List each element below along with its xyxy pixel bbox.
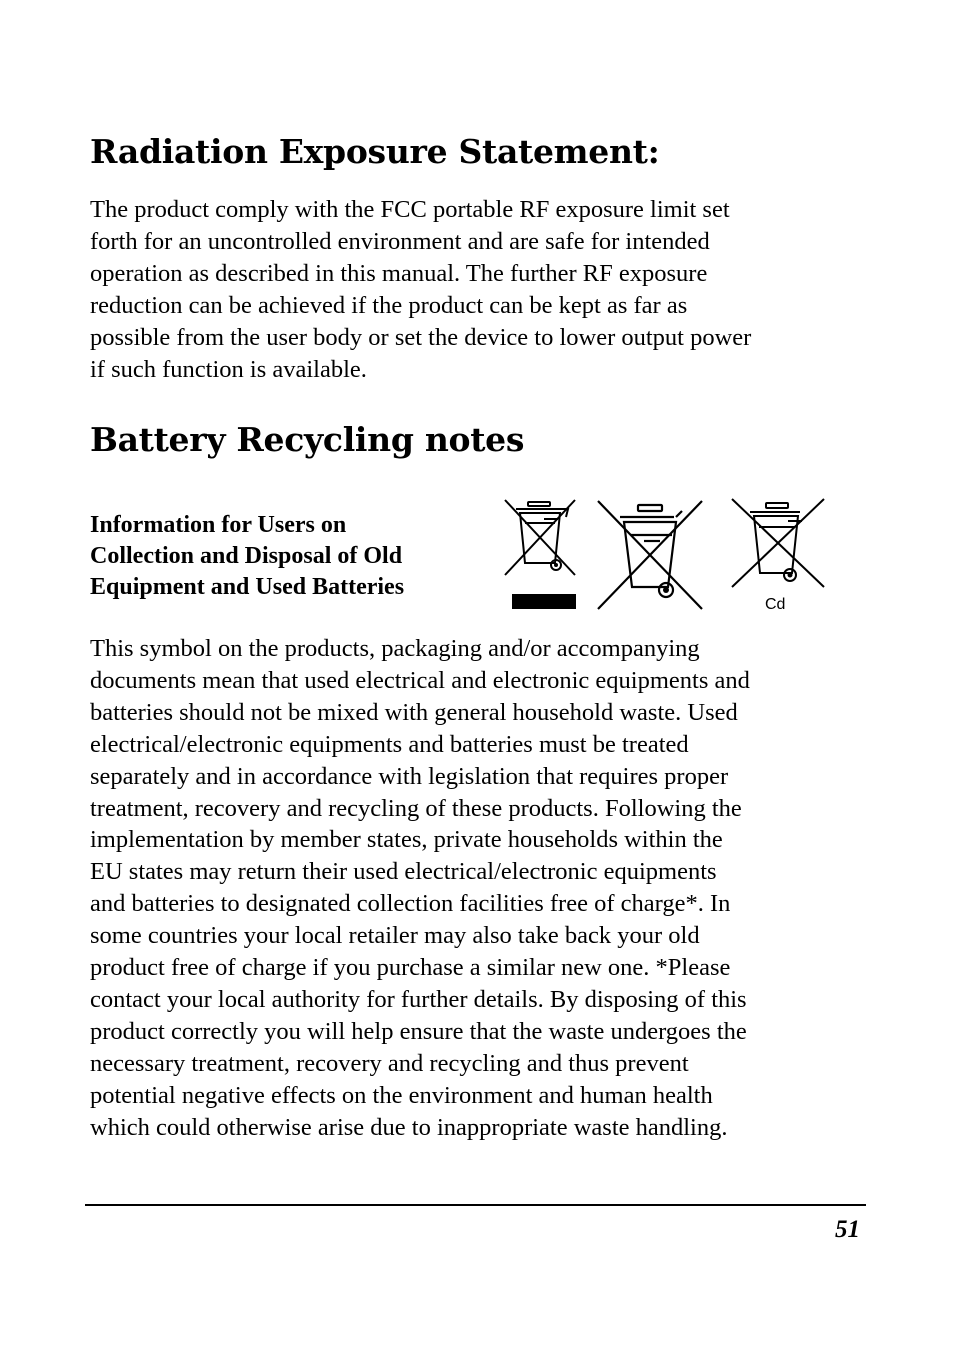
subheading-line: Information for Users on — [90, 512, 347, 538]
subheading-line: Collection and Disposal of Old — [90, 543, 403, 569]
battery-line: potential negative effects on the environment and human health — [90, 1081, 713, 1109]
battery-line: electrical/electronic equipments and batteries must be treated — [90, 730, 689, 758]
radiation-line: if such function is available. — [90, 355, 367, 383]
weee-symbols — [500, 495, 830, 613]
battery-line: product free of charge if you purchase a similar new one. *Please — [90, 954, 731, 982]
footer-divider — [85, 1204, 866, 1206]
battery-heading: Battery Recycling notes — [90, 420, 525, 459]
page-number: 51 — [835, 1216, 860, 1243]
battery-line: necessary treatment, recovery and recycling and thus prevent — [90, 1049, 689, 1077]
battery-line: implementation by member states, private households within the — [90, 826, 723, 854]
radiation-line: forth for an uncontrolled environment and are safe for intended — [90, 227, 710, 255]
battery-line: contact your local authority for further details. By disposing of this — [90, 985, 747, 1013]
battery-line: some countries your local retailer may also take back your old — [90, 922, 700, 950]
battery-paragraph — [90, 633, 880, 1144]
battery-line: which could otherwise arise due to inappropriate waste handling. — [90, 1113, 728, 1141]
battery-line: This symbol on the products, packaging and/or accompanying — [90, 635, 700, 662]
battery-line: and batteries to designated collection facilities free of charge*. In — [90, 890, 731, 918]
radiation-heading: Radiation Exposure Statement: — [90, 132, 660, 171]
radiation-line: possible from the user body or set the device to lower output power — [90, 323, 752, 351]
cd-label: Cd — [765, 596, 786, 613]
radiation-line: reduction can be achieved if the product can be kept as far as — [90, 291, 688, 319]
battery-line: treatment, recovery and recycling of these products. Following the — [90, 794, 742, 822]
battery-line: product correctly you will help ensure that the waste undergoes the — [90, 1017, 747, 1045]
crossed-out-wheelie-bin-cd-icon — [728, 495, 828, 613]
radiation-line: operation as described in this manual. The further RF exposure — [90, 259, 708, 287]
crossed-out-wheelie-bin-icon — [594, 495, 706, 613]
crossed-out-wheelie-bin-with-bar-icon — [500, 495, 582, 613]
battery-line: separately and in accordance with legislation that requires proper — [90, 762, 729, 790]
battery-line: batteries should not be mixed with general household waste. Used — [90, 698, 738, 726]
battery-line: EU states may return their used electrical/electronic equipments — [90, 858, 717, 886]
radiation-line: The product comply with the FCC portable RF exposure limit set — [90, 196, 730, 223]
radiation-paragraph — [90, 194, 880, 385]
battery-line: documents mean that used electrical and electronic equipments and — [90, 666, 750, 694]
subheading-line: Equipment and Used Batteries — [90, 574, 405, 600]
battery-subheading — [90, 510, 404, 603]
